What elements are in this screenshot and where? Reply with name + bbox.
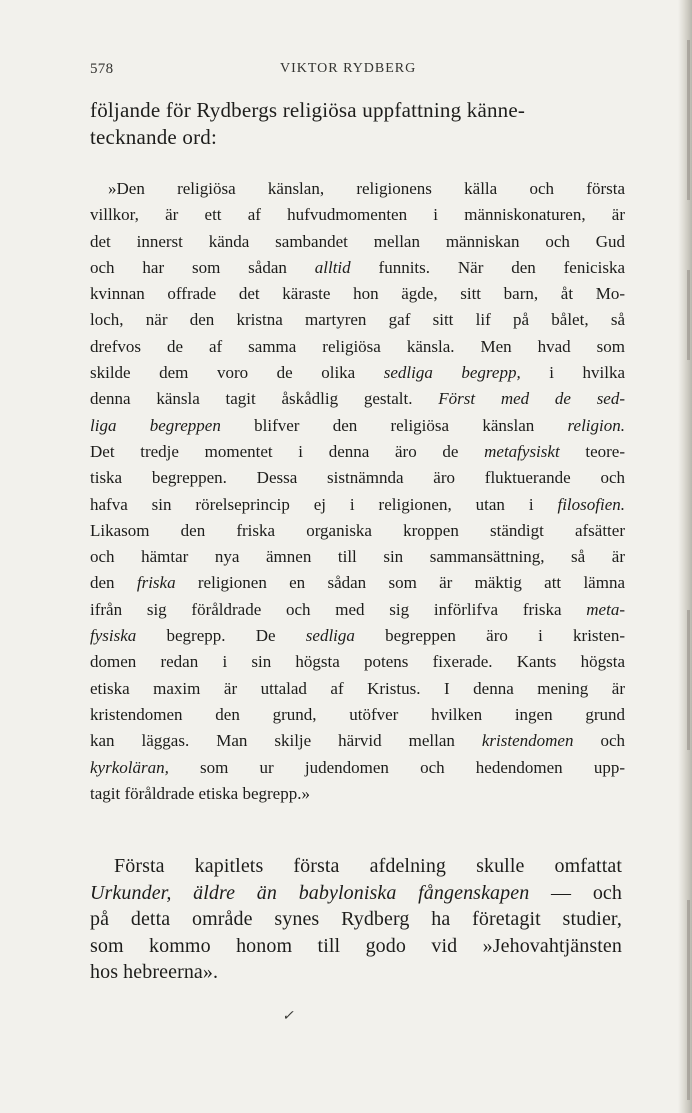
quote-line: hafva sin rörelseprincip ej i religionen, utan i filosofien. <box>90 494 625 514</box>
italic-emphasis: meta- <box>586 599 625 619</box>
italic-emphasis: filosofien. <box>557 494 625 514</box>
quote-line: villkor, är ett af hufvudmomenten i människonaturen, är <box>90 205 625 225</box>
italic-emphasis: fysiska <box>90 626 137 646</box>
quote-line: kvinnan offrade det käraste hon ägde, sitt barn, åt Mo- <box>90 284 625 304</box>
quote-line: ifrån sig föråldrade och med sig införlifva friska meta- <box>90 599 625 619</box>
quote-line: »Den religiösa känslan, religionens källa och första <box>108 179 625 198</box>
quote-line: kyrkoläran, som ur judendomen och hedendomen upp- <box>90 757 625 777</box>
closing-line: hos hebreerna». <box>90 961 219 983</box>
quote-line: skilde dem voro de olika sedliga begrepp, i hvilka <box>90 363 625 383</box>
quote-line: liga begreppen blifver den religiösa känslan religion. <box>90 415 625 435</box>
italic-emphasis: sedliga begrepp, <box>383 363 521 383</box>
quote-line: det innerst kända sambandet mellan människan och Gud <box>90 231 625 251</box>
edge-mark <box>687 900 690 1100</box>
intro-line: följande för Rydbergs religiösa uppfattning känne- <box>90 98 526 122</box>
quote-line: denna känsla tagit åskådlig gestalt. Först med de sed- <box>90 389 626 409</box>
italic-emphasis: liga begreppen <box>90 415 221 435</box>
closing-paragraph <box>90 853 622 986</box>
closing-line: på detta område synes Rydberg ha företagit studier, <box>90 908 622 930</box>
edge-mark <box>687 40 690 200</box>
quote-line: Likasom den friska organiska kroppen ständigt afsätter <box>90 520 625 540</box>
quote-line: fysiska begrepp. De sedliga begreppen äro i kristen- <box>90 626 625 646</box>
stray-pencil-mark: ✓ <box>282 1009 294 1024</box>
italic-emphasis: friska <box>136 573 176 593</box>
quote-paragraph <box>90 176 625 807</box>
intro-line: tecknande ord: <box>90 125 217 149</box>
running-head: VIKTOR RYDBERG <box>280 61 417 76</box>
italic-emphasis: sedliga <box>305 626 355 646</box>
closing-line: Första kapitlets första afdelning skulle omfattat <box>114 855 622 877</box>
quote-line: domen redan i sin högsta potens fixerade. Kants högsta <box>90 652 625 672</box>
quote-line: den friska religionen en sådan som är mäktig att lämna <box>90 573 626 593</box>
closing-line: som kommo honom till godo vid »Jehovahtjänsten <box>90 934 622 957</box>
quote-line: kan läggas. Man skilje härvid mellan kristendomen och <box>90 731 625 751</box>
italic-emphasis: metafysiskt <box>484 441 560 461</box>
quote-line: Det tredje momentet i denna äro de metafysiskt teore- <box>90 441 625 461</box>
quote-line: och har som sådan alltid funnits. När den feniciska <box>90 257 625 277</box>
intro-paragraph <box>90 97 618 151</box>
quote-line: tiska begreppen. Dessa sistnämnda äro fluktuerande och <box>90 468 625 488</box>
page-edge-shadow <box>678 0 692 1113</box>
quote-line: kristendomen den grund, utöfver hvilken ingen grund <box>90 704 625 724</box>
italic-emphasis: alltid <box>314 257 351 277</box>
closing-line: Urkunder, äldre än babyloniska fångenskapen — och <box>90 881 622 904</box>
edge-mark <box>687 610 690 750</box>
italic-emphasis: Urkunder, äldre än babyloniska fångenskapen <box>90 881 530 904</box>
italic-emphasis: religion. <box>567 415 625 435</box>
quote-line: loch, när den kristna martyren gaf sitt lif på bålet, så <box>90 310 625 330</box>
italic-emphasis: kristendomen <box>481 731 574 751</box>
quote-line: tagit föråldrade etiska begrepp.» <box>90 783 310 803</box>
italic-emphasis: kyrkoläran, <box>90 757 169 777</box>
page-header <box>90 61 620 81</box>
edge-mark <box>687 270 690 360</box>
quote-line: etiska maxim är uttalad af Kristus. I denna mening är <box>90 678 625 698</box>
quote-line: och hämtar nya ämnen till sin sammansättning, så är <box>90 547 625 567</box>
page-number: 578 <box>90 61 114 77</box>
italic-emphasis: Först med de sed- <box>438 389 626 409</box>
quote-line: drefvos de af samma religiösa känsla. Men hvad som <box>90 336 625 356</box>
